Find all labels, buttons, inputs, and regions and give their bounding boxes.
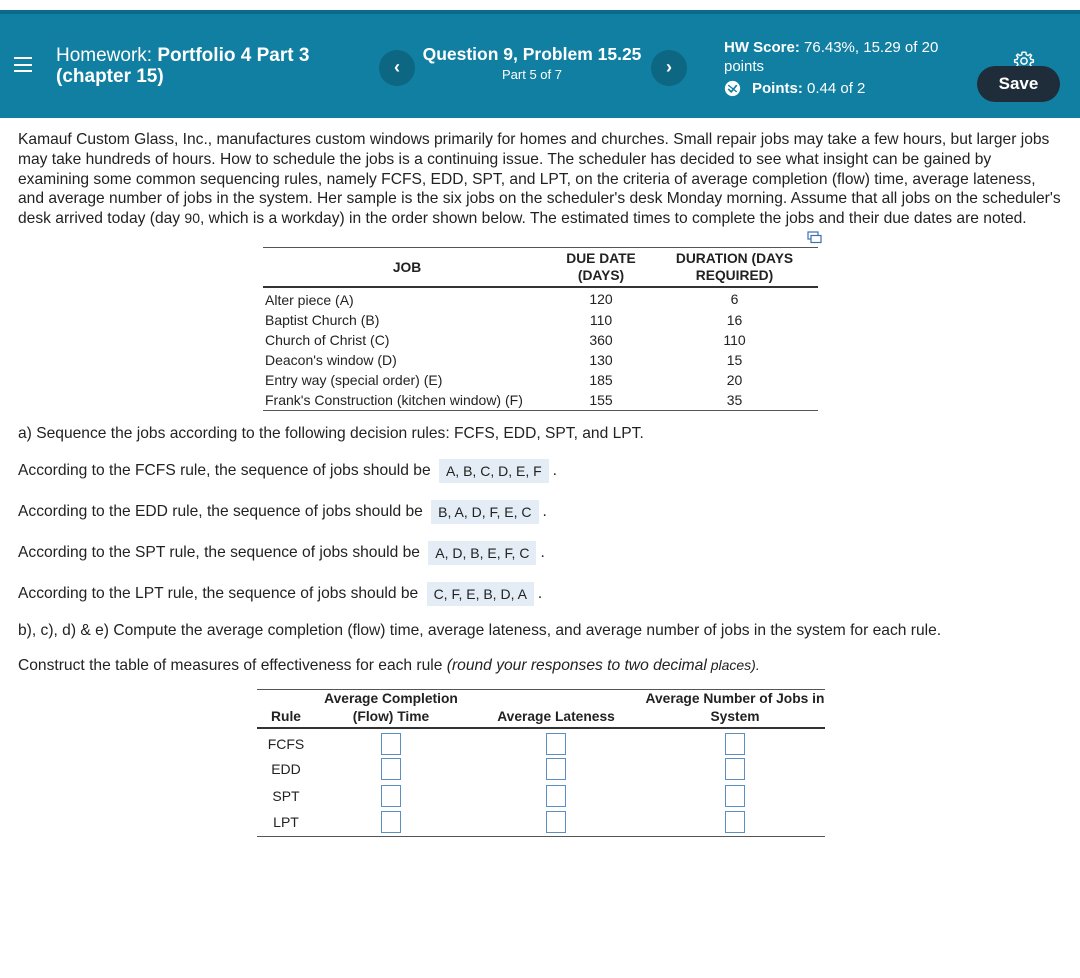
edd-lateness-input[interactable] [546, 758, 566, 780]
job-duration: 6 [730, 291, 739, 307]
lpt-jobs-input[interactable] [725, 811, 745, 833]
question-title: Question 9, Problem 15.25 [422, 44, 642, 64]
jobs-table [263, 247, 818, 411]
points-label: Points: [752, 80, 803, 97]
next-question-button[interactable]: › [651, 50, 687, 86]
table-row [263, 287, 818, 310]
job-duration: 15 [726, 352, 743, 368]
edd-answer-field[interactable]: B, A, D, F, E, C [431, 500, 538, 524]
job-duration: 35 [726, 392, 743, 408]
spt-question [18, 541, 545, 565]
problem-statement [18, 130, 1064, 229]
table-row [263, 350, 818, 370]
table-row [263, 330, 818, 350]
table-row [263, 310, 818, 330]
col-avg-lateness: Average Lateness [497, 709, 615, 724]
question-content [18, 130, 1064, 229]
points-line [724, 79, 964, 98]
fcfs-question [18, 459, 557, 483]
rule-label: SPT [272, 787, 300, 804]
fcfs-lateness-input[interactable] [546, 733, 566, 755]
job-name: Entry way (special order) (E) [265, 372, 443, 388]
lpt-completion-input[interactable] [381, 811, 401, 833]
intro-part1: Kamauf Custom Glass, Inc., manufactures custom windows primarily for homes and churches. Small repair jobs may take a few hours, but larger jobs may take hundreds of hours. How to schedule the jobs is a continuing issue. The scheduler has decided to see what insight can be gained by examining some common sequencing rules, namely FCFS, EDD, SPT, and LPT, on the criteria of average completion (flow) time, average lateness, and average number of jobs in the system. Her sample is the six jobs on the scheduler's desk Monday morning. Assume that all jobs on the scheduler's desk arrived today (day [18, 131, 1061, 228]
job-name: Baptist Church (B) [265, 312, 380, 328]
job-name: Frank's Construction (kitchen window) (F) [265, 392, 523, 408]
job-duration: 16 [726, 312, 743, 328]
hw-score-label: HW Score: [724, 39, 800, 56]
hw-score-unit: points [724, 58, 765, 75]
col-due-date: DUE DATE (DAYS) [566, 251, 636, 283]
construct-text: Construct the table of measures of effectiveness for each rule [18, 657, 447, 674]
homework-title [56, 45, 356, 87]
construct-tail: places). [706, 657, 760, 673]
col-avg-completion: Average Completion (Flow) Time [324, 691, 458, 724]
rule-label: FCFS [267, 735, 305, 752]
points-value: 0.44 of 2 [807, 80, 866, 97]
rule-label: LPT [273, 814, 299, 831]
assignment-header [0, 14, 1080, 118]
edd-question [18, 500, 547, 524]
lpt-text: According to the LPT rule, the sequence of jobs should be [18, 585, 419, 603]
edd-period: . [542, 503, 547, 521]
edd-text: According to the EDD rule, the sequence of jobs should be [18, 503, 423, 521]
intro-part2: , which is a workday) in the order shown below. The estimated times to complete the jobs and their due dates are noted. [200, 210, 1027, 228]
previous-question-button[interactable]: ‹ [379, 50, 415, 86]
hw-score-value: 76.43%, 15.29 of 20 [804, 39, 939, 56]
construct-instruction [18, 655, 760, 676]
construct-italic: (round your responses to two decimal [446, 657, 707, 674]
job-due: 185 [589, 372, 613, 388]
job-due: 360 [589, 332, 613, 348]
part-bcde-prompt: b), c), d) & e) Compute the average completion (flow) time, average lateness, and average number of jobs in the system for each rule. [18, 622, 942, 639]
intro-day: 90 [184, 210, 200, 227]
job-name: Deacon's window (D) [265, 352, 397, 368]
col-avg-jobs: Average Number of Jobs in System [645, 691, 825, 724]
fcfs-jobs-input[interactable] [725, 733, 745, 755]
homework-prefix: Homework: [56, 45, 153, 66]
table-row [263, 390, 818, 411]
lpt-lateness-input[interactable] [546, 811, 566, 833]
spt-completion-input[interactable] [381, 785, 401, 807]
col-job: JOB [392, 259, 422, 275]
measures-table [257, 689, 825, 837]
edd-jobs-input[interactable] [725, 758, 745, 780]
col-duration: DURATION (DAYS REQUIRED) [675, 251, 794, 283]
hw-score-line [724, 38, 964, 57]
homework-title-bold: Portfolio 4 Part 3 [157, 45, 310, 66]
spt-text: According to the SPT rule, the sequence of jobs should be [18, 544, 420, 562]
score-panel [724, 38, 964, 98]
job-name: Alter piece (A) [265, 292, 354, 308]
fcfs-answer-field[interactable]: A, B, C, D, E, F [439, 459, 549, 483]
job-duration: 110 [723, 332, 746, 348]
job-due: 155 [589, 392, 613, 408]
copy-table-icon[interactable] [807, 231, 822, 244]
spt-period: . [540, 544, 545, 562]
homework-title-chapter: (chapter 15) [56, 66, 164, 87]
table-row [257, 782, 825, 809]
question-info [416, 44, 648, 84]
table-row [263, 370, 818, 390]
table-row [257, 809, 825, 836]
fcfs-period: . [552, 462, 557, 480]
col-rule: Rule [271, 709, 301, 724]
spt-jobs-input[interactable] [725, 785, 745, 807]
lpt-question [18, 582, 542, 606]
lpt-answer-field[interactable]: C, F, E, B, D, A [427, 582, 534, 606]
jobs-table-header [263, 248, 818, 288]
hamburger-menu-icon[interactable] [14, 56, 34, 74]
job-due: 120 [589, 291, 613, 307]
job-name: Church of Christ (C) [265, 332, 390, 348]
job-due: 110 [589, 312, 613, 328]
job-duration: 20 [726, 372, 743, 388]
table-row [257, 728, 825, 755]
lpt-period: . [537, 585, 543, 603]
partial-credit-icon [724, 80, 741, 97]
rule-label: EDD [271, 760, 301, 777]
spt-lateness-input[interactable] [546, 785, 566, 807]
fcfs-completion-input[interactable] [381, 733, 401, 755]
save-button[interactable]: Save [977, 66, 1060, 102]
measures-table-header [257, 690, 825, 729]
fcfs-text: According to the FCFS rule, the sequence of jobs should be [18, 462, 431, 480]
spt-answer-field[interactable]: A, D, B, E, F, C [428, 541, 536, 565]
part-a-prompt: a) Sequence the jobs according to the following decision rules: FCFS, EDD, SPT, and LPT. [18, 425, 644, 442]
job-due: 130 [589, 352, 613, 368]
table-row [257, 755, 825, 782]
edd-completion-input[interactable] [381, 758, 401, 780]
question-part: Part 5 of 7 [502, 67, 562, 82]
